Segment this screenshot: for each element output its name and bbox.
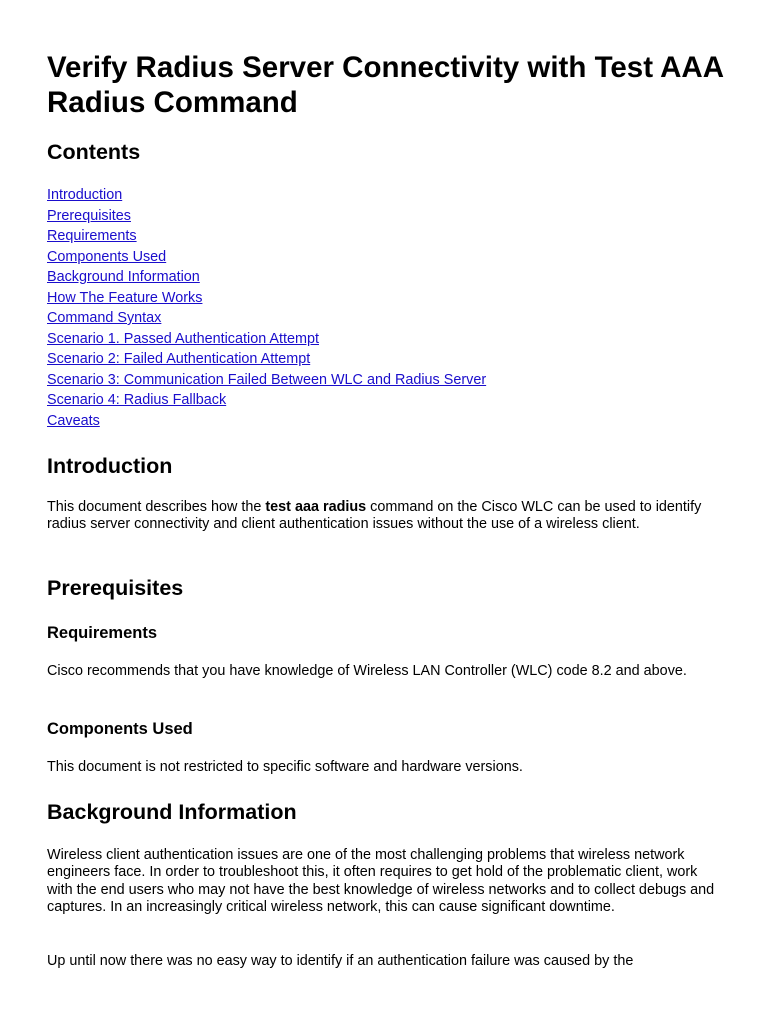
toc-item	[47, 370, 486, 391]
intro-text-after: command on the Cisco WLC can be used to identify radius server connectivity and client authentication issues without the use of a wireless client.	[47, 499, 702, 533]
toc-link-how-feature-works[interactable]: How The Feature Works	[47, 289, 203, 306]
toc-item	[47, 349, 486, 370]
toc-link-command-syntax[interactable]: Command Syntax	[47, 310, 162, 326]
toc-item	[47, 390, 486, 411]
toc-link-scenario-3[interactable]: Scenario 3: Communication Failed Between WLC and Radius Server	[47, 371, 487, 388]
background-heading: Background Information	[47, 800, 297, 824]
toc-link-prerequisites[interactable]: Prerequisites	[47, 207, 131, 224]
document-title: Verify Radius Server Connectivity with Test AAA Radius Command	[47, 51, 723, 119]
toc-link-requirements[interactable]: Requirements	[47, 228, 137, 244]
contents-heading: Contents	[47, 140, 141, 164]
toc-item	[47, 226, 486, 247]
toc-item	[47, 288, 486, 309]
toc-link-scenario-4[interactable]: Scenario 4: Radius Fallback	[47, 392, 227, 408]
intro-text-before: This document describes how the	[47, 499, 266, 515]
intro-command-bold: test aaa radius	[265, 499, 367, 515]
components-used-paragraph: This document is not restricted to specific software and hardware versions.	[47, 759, 523, 775]
table-of-contents	[47, 185, 486, 431]
introduction-paragraph	[47, 499, 717, 534]
background-paragraph-1: Wireless client authentication issues are one of the most challenging problems that wireless network engineers face. In order to troubleshoot this, it often requires to get hold of the problematic client, work with the end users who may not have the best knowledge of wireless networks and to collect debugs and captures. In an increasingly critical wireless network, this can cause significant downtime.	[47, 847, 715, 916]
toc-item	[47, 206, 486, 227]
toc-item	[47, 308, 486, 329]
introduction-heading: Introduction	[47, 454, 173, 478]
toc-link-introduction[interactable]: Introduction	[47, 187, 123, 203]
requirements-heading: Requirements	[47, 624, 158, 642]
toc-item	[47, 329, 486, 350]
toc-item	[47, 411, 486, 432]
components-used-heading: Components Used	[47, 720, 193, 738]
background-paragraph-2: Up until now there was no easy way to identify if an authentication failure was caused by the	[47, 953, 634, 969]
toc-link-caveats[interactable]: Caveats	[47, 412, 100, 429]
toc-item	[47, 247, 486, 268]
toc-link-background-information[interactable]: Background Information	[47, 269, 200, 285]
requirements-paragraph: Cisco recommends that you have knowledge of Wireless LAN Controller (WLC) code 8.2 and above.	[47, 663, 687, 679]
prerequisites-heading: Prerequisites	[47, 576, 184, 600]
toc-link-scenario-2[interactable]: Scenario 2: Failed Authentication Attempt	[47, 351, 311, 367]
toc-item	[47, 185, 486, 206]
toc-link-scenario-1[interactable]: Scenario 1. Passed Authentication Attempt	[47, 330, 319, 347]
toc-item	[47, 267, 486, 288]
toc-link-components-used[interactable]: Components Used	[47, 248, 167, 265]
